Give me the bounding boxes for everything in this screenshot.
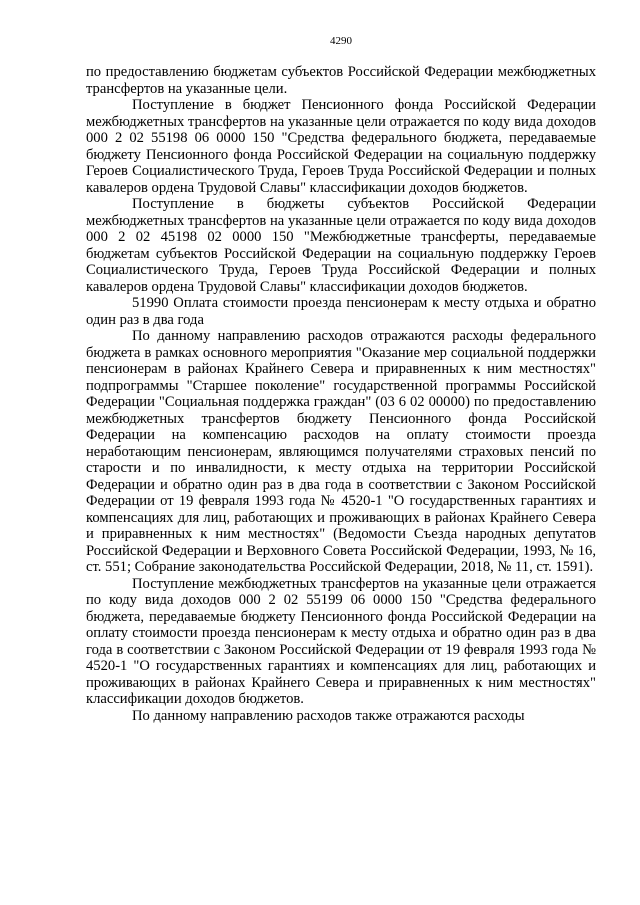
section-heading-51990: 51990 Оплата стоимости проезда пенсионерам к месту отдыха и обратно один раз в два года [86,295,596,328]
paragraph-regional-receipt: Поступление в бюджеты субъектов Российской Федерации межбюджетных трансфертов на указанные цели отражается по коду вида доходов 000 2 02 45198 02 0000 150 "Межбюджетные трансферты, передаваемые бюджетам субъектов Российской Федерации на социальную поддержку Героев Социалистического Труда, Героев Труда Российской Федерации и полных кавалеров ордена Трудовой Славы" классификации доходов бюджетов. [86,196,596,295]
document-page [86,34,596,724]
paragraph-continuation: по предоставлению бюджетам субъектов Российской Федерации межбюджетных трансфертов на указанные цели. [86,64,596,97]
paragraph-trailing: По данному направлению расходов также отражаются расходы [132,707,525,724]
paragraph-expense-description: По данному направлению расходов отражаются расходы федерального бюджета в рамках основного мероприятия "Оказание мер социальной поддержки пенсионерам в районах Крайнего Севера и приравненных к ним местностях" подпрограммы "Старшее поколение" государственной программы Российской Федерации "Социальная поддержка граждан" (03 6 02 00000) по предоставлению межбюджетных трансфертов бюджету Пенсионного фонда Российской Федерации на компенсацию расходов на оплату стоимости проезда неработающим пенсионерам, являющимся получателями страховых пенсий по старости и по инвалидности, к месту отдыха на территории Российской Федерации и обратно один раз в два года в соответствии с Законом Российской Федерации от 19 февраля 1993 года № 4520-1 "О государственных гарантиях и компенсациях для лиц, работающих и проживающих в районах Крайнего Севера и приравненных к ним местностях" (Ведомости Съезда народных депутатов Российской Федерации и Верховного Совета Российской Федерации, 1993, № 16, ст. 551; Собрание законодательства Российской Федерации, 2018, № 11, ст. 1591). [86,328,596,575]
page-number: 4290 [330,35,352,47]
paragraph-transfer-receipt: Поступление межбюджетных трансфертов на указанные цели отражается по коду вида доходов 000 2 02 55199 06 0000 150 "Средства федерального бюджета, передаваемые бюджету Пенсионного фонда Российской Федерации на оплату стоимости проезда пенсионерам к месту отдыха и обратно один раз в два года в соответствии с Законом Российской Федерации от 19 февраля 1993 года № 4520-1 "О государственных гарантиях и компенсациях для лиц, работающих и проживающих в районах Крайнего Севера и приравненных к ним местностях" классификации доходов бюджетов. [86,575,596,707]
paragraph-pfr-receipt: Поступление в бюджет Пенсионного фонда Российской Федерации межбюджетных трансфертов на указанные цели отражается по коду вида доходов 000 2 02 55198 06 0000 150 "Средства федерального бюджета, передаваемые бюджету Пенсионного фонда Российской Федерации на социальную поддержку Героев Социалистического Труда, Героев Труда Российской Федерации и полных кавалеров ордена Трудовой Славы" классификации доходов бюджетов. [86,97,596,196]
